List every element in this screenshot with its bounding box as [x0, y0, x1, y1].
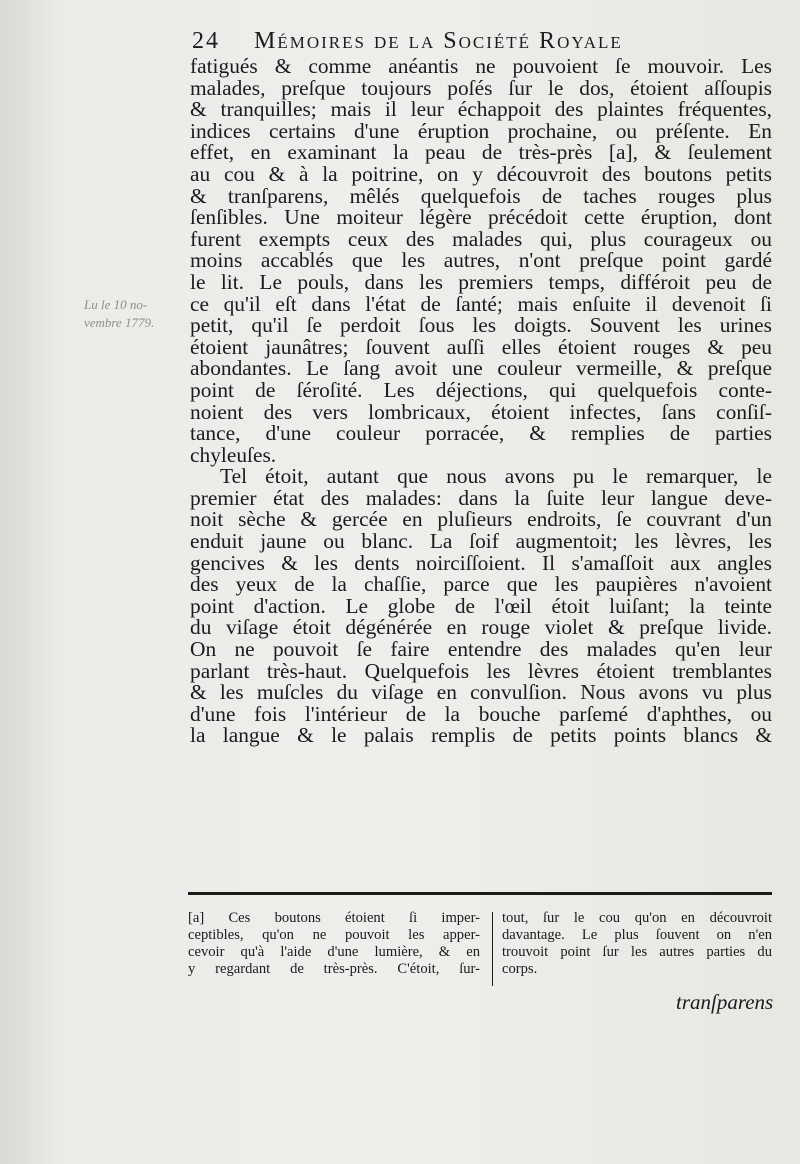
text-line: moins accablés que les autres, n'ont preſque point gardé — [190, 248, 772, 273]
text-line: & tranquilles; mais il leur échappoit des plaintes fréquentes, — [190, 97, 772, 122]
text-line: le lit. Le pouls, dans les premiers temps, différoit peu de — [190, 269, 772, 294]
margin-note-line: Lu le 10 no- — [84, 297, 148, 312]
footnote-column-left — [188, 910, 480, 978]
text-line: des yeux de la chaſſie, parce que les paupières n'avoient — [190, 572, 772, 597]
text-line-paragraph-start: Tel étoit, autant que nous avons pu le remarquer, le — [220, 464, 772, 489]
running-title: Mémoires de la Société Royale — [254, 28, 623, 54]
text-line: la langue & le palais remplis de petits points blancs & — [190, 723, 772, 748]
text-line: noient des vers lombricaux, étoient infectes, ſans conſiſ- — [190, 399, 772, 424]
catchword: tranſparens — [676, 990, 774, 1014]
footnote-line: trouvoit point ſur les autres parties du — [502, 944, 772, 960]
page-number: 24 — [192, 28, 220, 54]
margin-note — [84, 296, 184, 332]
text-line: On ne pouvoit ſe faire entendre des malades qu'en leur — [190, 637, 772, 662]
text-line: malades, preſque toujours poſés ſur le dos, étoient aſſoupis — [190, 75, 772, 100]
text-line: au cou & à la poitrine, on y découvroit des boutons petits — [190, 161, 772, 186]
footnote-line: cevoir qu'à l'aide d'une lumière, & en — [188, 944, 480, 960]
text-line: gencives & les dents noirciſſoient. Il s'amaſſoit aux angles — [190, 550, 772, 575]
text-line: furent exempts ceux des malades qui, plus courageux ou — [190, 226, 772, 251]
text-line: fatigués & comme anéantis ne pouvoient ſe mouvoir. Les — [190, 54, 772, 78]
text-line: enduit jaune ou blanc. La ſoif augmentoit; les lèvres, les — [190, 529, 772, 554]
text-line: & tranſparens, mêlés quelquefois de taches rouges plus — [190, 183, 772, 208]
text-line: indices certains d'une éruption prochaine, ou préſente. En — [190, 118, 772, 143]
footnote-line: tout, ſur le cou qu'on en découvroit — [502, 910, 772, 926]
text-line: étoient jaunâtres; ſouvent auſſi elles étoient rouges & peu — [190, 334, 772, 359]
text-line: ſenſibles. Une moiteur légère précédoit cette éruption, dont — [190, 205, 772, 230]
footnote-line: [a] Ces boutons étoient ſi imper- — [188, 910, 480, 926]
body-text — [190, 56, 772, 747]
text-line: chyleuſes. — [190, 442, 277, 467]
text-line: petit, qu'il ſe perdoit ſous les doigts. Souvent les urines — [190, 313, 772, 338]
footnote-line: davantage. Le plus ſouvent on n'en — [502, 927, 772, 943]
text-line: tance, d'une couleur porracée, & remplies de parties — [190, 421, 772, 446]
text-line: parlant très-haut. Quelquefois les lèvres étoient tremblantes — [190, 658, 772, 683]
footnote-line: corps. — [502, 961, 538, 977]
text-line: ce qu'il eſt dans l'état de ſanté; mais enſuite il devenoit ſi — [190, 291, 772, 316]
footnote-column-divider — [492, 912, 493, 986]
footnote-line: ceptibles, qu'on ne pouvoit les apper- — [188, 927, 480, 943]
footnote-rule — [188, 892, 772, 895]
text-line: du viſage étoit dégénérée en rouge violet & preſque livide. — [190, 615, 772, 640]
text-line: point d'action. Le globe de l'œil étoit luiſant; la teinte — [190, 593, 772, 618]
text-line: & les muſcles du viſage en convulſion. Nous avons vu plus — [190, 680, 772, 705]
text-line: premier état des malades: dans la ſuite leur langue deve- — [190, 485, 772, 510]
text-line: d'une fois l'intérieur de la bouche parſemé d'aphthes, ou — [190, 701, 772, 726]
footnote-line: y regardant de très-près. C'étoit, ſur- — [188, 961, 480, 977]
text-line: noit sèche & gercée en pluſieurs endroits, ſe couvrant d'un — [190, 507, 772, 532]
footnote-column-right — [502, 910, 772, 978]
text-line: abondantes. Le ſang avoit une couleur vermeille, & preſque — [190, 356, 772, 381]
text-line: point de ſéroſité. Les déjections, qui quelquefois conte- — [190, 377, 772, 402]
margin-note-line: vembre 1779. — [84, 315, 155, 330]
text-line: effet, en examinant la peau de très-près [a], & ſeulement — [190, 140, 772, 165]
footnote — [188, 910, 772, 990]
